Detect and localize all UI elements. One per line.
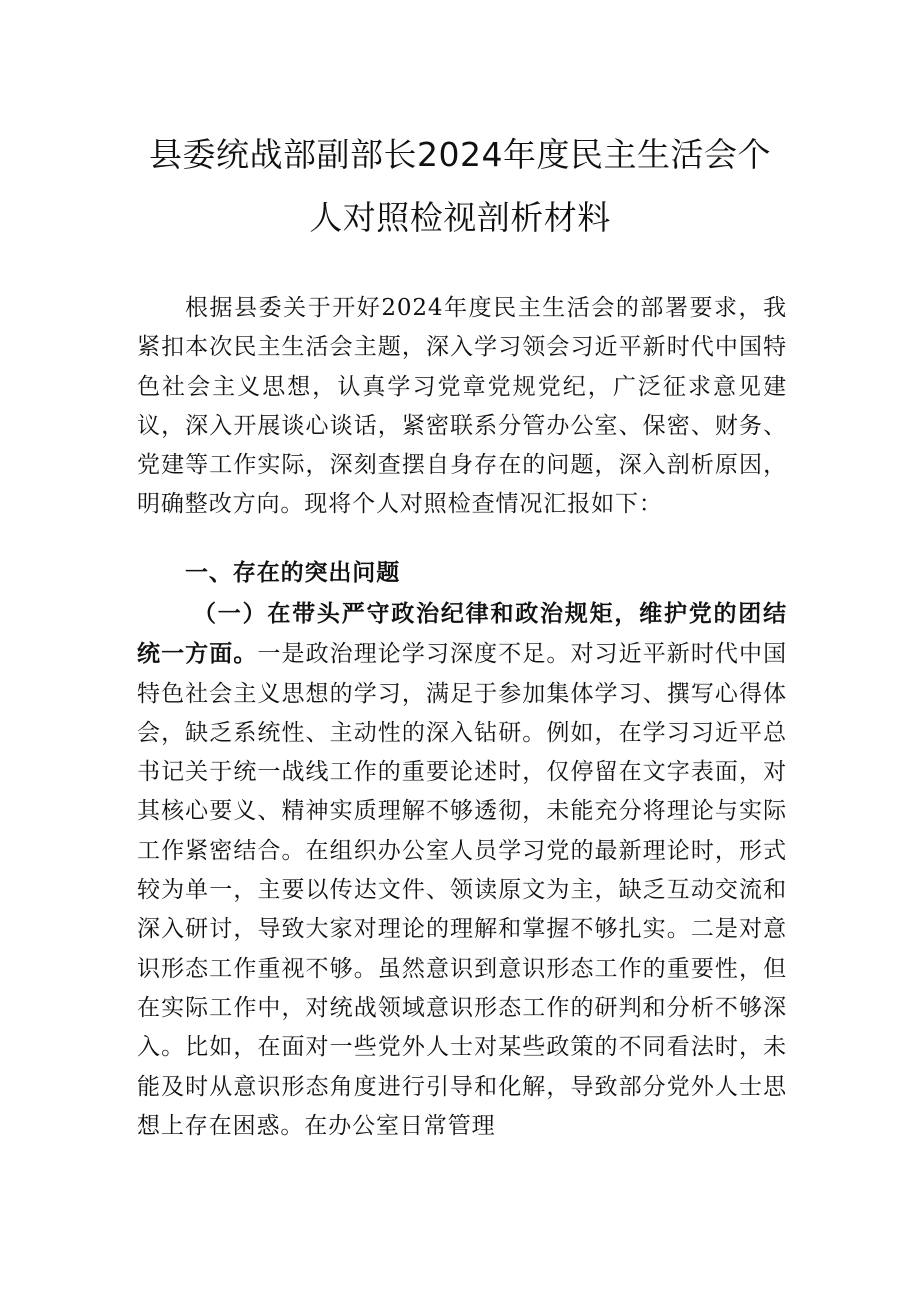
document-title-line-1: 县委统战部副部长2024年度民主生活会个 bbox=[149, 135, 771, 174]
subsection-body: 一是政治理论学习深度不足。对习近平新时代中国特色社会主义思想的学习，满足于参加集体学习、撰写心得体会，缺乏系统性、主动性的深入钻研。例如，在学习习近平总书记关于统一战线工作的重要论述时，仅停留在文字表面，对其核心要义、精神实质理解不够透彻，未能充分将理论与实际工作紧密结合。在组织办公室人员学习党的最新理论时，形式较为单一，主要以传达文件、领读原文为主，缺乏互动交流和深入研讨，导致大家对理论的理解和掌握不够扎实。二是对意识形态工作重视不够。虽然意识到意识形态工作的重要性，但在实际工作中，对统战领域意识形态工作的研判和分析不够深入。比如，在面对一些党外人士对某些政策的不同看法时，未能及时从意识形态角度进行引导和化解，导致部分党外人士思想上存在困惑。在办公室日常管理 bbox=[137, 641, 787, 1139]
intro-paragraph: 根据县委关于开好2024年度民主生活会的部署要求，我紧扣本次民主生活会主题，深入学习领会习近平新时代中国特色社会主义思想，认真学习党章党规党纪，广泛征求意见建议，深入开展谈心谈话，紧密联系分管办公室、保密、财务、党建等工作实际，深刻查摆自身存在的问题，深入剖析原因，明确整改方向。现将个人对照检查情况汇报如下： bbox=[137, 295, 787, 518]
subsection-heading: （一）在带头严守政治纪律和政治规矩，维护党的团结统一方面。 bbox=[137, 600, 787, 668]
document-title-line-2: 人对照检视剖析材料 bbox=[309, 198, 611, 237]
subsection-paragraph bbox=[137, 594, 787, 1184]
section-heading-problems: 一、存在的突出问题 bbox=[185, 559, 401, 586]
